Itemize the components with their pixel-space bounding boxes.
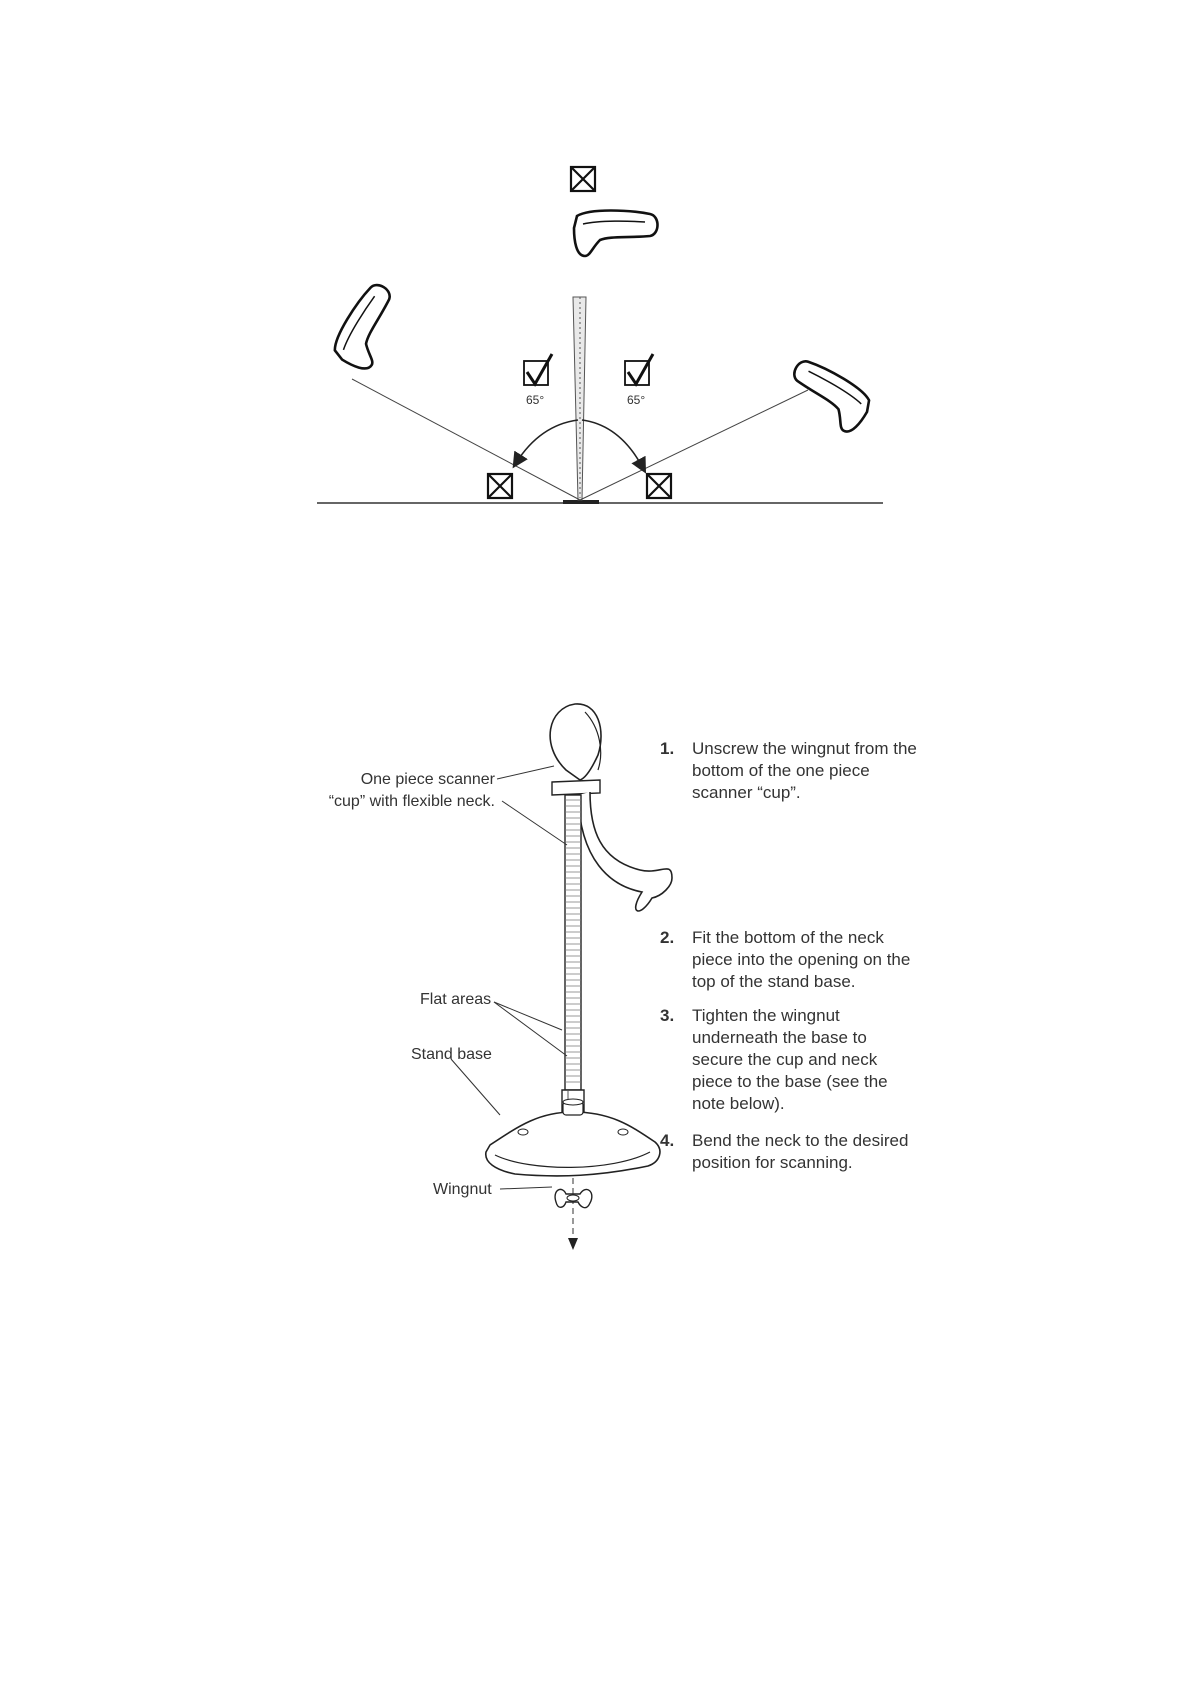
- step-4: [660, 1130, 920, 1174]
- step-3: [660, 1005, 920, 1115]
- check-box-icon-left: [524, 354, 552, 385]
- left-scan-beam: [352, 379, 580, 500]
- step-number: 1.: [660, 739, 675, 758]
- flexible-neck: [562, 795, 584, 1147]
- cup-label-line2: “cup” with flexible neck.: [328, 793, 495, 810]
- scanner-left: [328, 280, 410, 375]
- stand-base: [486, 1099, 660, 1176]
- right-angle-label: 65°: [627, 393, 646, 407]
- stand-base-leader: [451, 1059, 500, 1115]
- wingnut-leader: [500, 1187, 552, 1189]
- left-angle-label: 65°: [526, 393, 545, 407]
- vertical-scan-beam: [573, 297, 586, 500]
- neck-leader: [502, 801, 567, 845]
- flat-areas-leader-2: [494, 1002, 567, 1056]
- cross-box-icon-right: [647, 474, 671, 498]
- step-text: Unscrew the wingnut from the bottom of the one piece scanner “cup”.: [692, 739, 917, 802]
- flat-areas-leader-1: [494, 1002, 562, 1030]
- step-number: 4.: [660, 1131, 675, 1150]
- left-angle-arc: [516, 420, 578, 463]
- scanner-right: [781, 355, 876, 436]
- stand-base-label: Stand base: [411, 1046, 492, 1063]
- check-box-icon-right: [625, 354, 653, 385]
- wingnut-label: Wingnut: [433, 1181, 492, 1198]
- axis-arrow: [568, 1238, 578, 1250]
- cup-label-line1: One piece scanner: [360, 771, 495, 788]
- step-text: Fit the bottom of the neck piece into the opening on the top of the stand base.: [692, 928, 911, 991]
- cross-box-icon-left: [488, 474, 512, 498]
- cup-leader: [497, 766, 554, 779]
- step-1: [660, 738, 920, 804]
- step-text: Bend the neck to the desired position for scanning.: [692, 1131, 909, 1172]
- right-angle-arc: [582, 420, 643, 468]
- barcode-target: [563, 500, 599, 504]
- stand-assembly-diagram: [0, 700, 1190, 1280]
- step-number: 2.: [660, 928, 675, 947]
- step-text: Tighten the wingnut underneath the base to secure the cup and neck piece to the base (see the note below).: [692, 1006, 888, 1113]
- right-scan-beam: [580, 390, 808, 500]
- cross-box-icon-top: [571, 167, 595, 191]
- scan-angle-diagram: [0, 0, 1190, 560]
- scanner-top: [574, 211, 658, 257]
- step-number: 3.: [660, 1006, 675, 1025]
- step-2: [660, 927, 920, 993]
- flat-areas-label: Flat areas: [420, 991, 492, 1008]
